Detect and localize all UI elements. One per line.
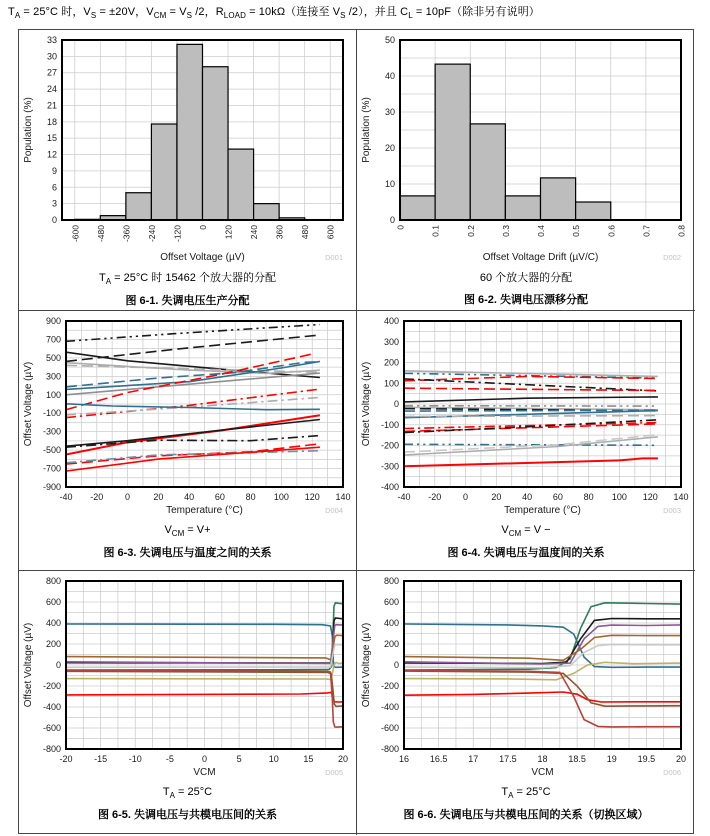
- svg-text:40: 40: [522, 492, 533, 502]
- figure-title: 图 6-5. 失调电压与共模电压间的关系: [97, 809, 278, 822]
- figure-6-3: [19, 311, 357, 571]
- svg-text:-300: -300: [380, 461, 399, 472]
- svg-text:30: 30: [46, 51, 57, 62]
- svg-text:0.2: 0.2: [465, 225, 476, 237]
- svg-text:-800: -800: [42, 744, 61, 754]
- svg-text:3: 3: [51, 198, 57, 209]
- svg-text:Offset Voltage (µV): Offset Voltage (µV): [22, 622, 34, 708]
- svg-text:-20: -20: [428, 492, 442, 502]
- svg-text:-600: -600: [42, 723, 61, 733]
- svg-text:-700: -700: [42, 463, 61, 474]
- svg-text:120: 120: [304, 492, 320, 502]
- svg-text:-40: -40: [58, 492, 73, 502]
- svg-text:15: 15: [46, 133, 57, 144]
- svg-text:0.3: 0.3: [500, 225, 511, 237]
- svg-text:Offset Voltage (µV): Offset Voltage (µV): [361, 622, 372, 708]
- figure-caption: $T_A = 25^\circ C$: [162, 786, 213, 801]
- svg-text:-400: -400: [42, 702, 61, 712]
- svg-text:0: 0: [389, 215, 395, 225]
- figure-6-6: [357, 571, 695, 835]
- svg-text:16: 16: [398, 754, 410, 764]
- svg-text:6: 6: [51, 182, 57, 193]
- svg-text:Offset Voltage (µV): Offset Voltage (µV): [361, 361, 372, 447]
- svg-text:Offset Voltage (µV): Offset Voltage (µV): [159, 252, 245, 263]
- svg-text:-400: -400: [380, 482, 399, 492]
- svg-text:100: 100: [45, 389, 61, 400]
- svg-text:120: 120: [223, 225, 234, 240]
- svg-text:-40: -40: [397, 492, 411, 502]
- figure-title: 图 6-4. 失调电压与温度间的关系: [447, 547, 605, 560]
- svg-text:200: 200: [383, 639, 399, 649]
- svg-text:500: 500: [45, 352, 61, 363]
- svg-text:Population (%): Population (%): [361, 97, 372, 163]
- svg-text:-360: -360: [120, 225, 131, 243]
- svg-text:-100: -100: [380, 419, 399, 430]
- svg-text:360: 360: [274, 225, 285, 240]
- chart-offset-vs-vcm: [20, 573, 356, 783]
- svg-text:80: 80: [583, 492, 594, 502]
- chart-offset-vs-temperature-vminus: [358, 313, 694, 521]
- chart-offset-voltage-histogram: [20, 32, 356, 266]
- figure-title: 图 6-2. 失调电压漂移分配: [463, 294, 589, 306]
- svg-text:0: 0: [393, 660, 399, 670]
- svg-text:60: 60: [214, 492, 225, 502]
- svg-text:0.7: 0.7: [641, 225, 652, 237]
- figure-6-2: [357, 30, 695, 311]
- svg-text:0.6: 0.6: [606, 225, 617, 237]
- svg-text:120: 120: [642, 492, 658, 502]
- chart-drift-histogram: [358, 32, 694, 266]
- svg-text:-5: -5: [165, 754, 174, 764]
- svg-text:600: 600: [45, 597, 61, 607]
- figure-6-1: [19, 30, 357, 311]
- svg-text:0: 0: [393, 399, 399, 409]
- svg-text:D005: D005: [324, 768, 343, 777]
- svg-text:480: 480: [299, 225, 310, 240]
- svg-text:-200: -200: [42, 681, 61, 691]
- svg-text:19: 19: [606, 754, 617, 764]
- svg-text:-500: -500: [42, 445, 61, 456]
- svg-text:0: 0: [395, 225, 406, 230]
- svg-text:VCM: VCM: [531, 767, 554, 778]
- svg-text:0.8: 0.8: [676, 225, 687, 237]
- figure-grid: [18, 29, 694, 834]
- svg-text:0.5: 0.5: [571, 225, 582, 237]
- svg-text:0: 0: [201, 754, 207, 764]
- figure-title: 图 6-3. 失调电压与温度之间的关系: [103, 547, 272, 560]
- svg-text:0: 0: [463, 492, 469, 502]
- figure-caption: $T_A = 25^\circ C$: [501, 786, 551, 801]
- svg-text:10: 10: [384, 179, 395, 189]
- svg-text:0.4: 0.4: [536, 225, 546, 237]
- svg-text:-300: -300: [42, 426, 61, 437]
- svg-text:10: 10: [268, 754, 279, 764]
- svg-text:800: 800: [45, 576, 61, 586]
- svg-text:-200: -200: [380, 681, 399, 691]
- svg-text:-120: -120: [171, 225, 182, 243]
- svg-text:-100: -100: [42, 408, 61, 419]
- svg-text:-600: -600: [380, 723, 399, 733]
- svg-text:700: 700: [45, 334, 61, 345]
- svg-text:-240: -240: [146, 225, 157, 243]
- svg-text:0: 0: [197, 225, 208, 230]
- svg-text:20: 20: [337, 754, 348, 764]
- svg-text:60: 60: [552, 492, 563, 502]
- svg-text:15: 15: [302, 754, 313, 764]
- svg-text:16.5: 16.5: [429, 754, 448, 764]
- svg-text:18: 18: [46, 116, 57, 127]
- svg-text:Offset Voltage Drift (µV/C): Offset Voltage Drift (µV/C): [482, 252, 599, 263]
- svg-text:17.5: 17.5: [499, 754, 517, 764]
- svg-text:80: 80: [245, 492, 256, 502]
- svg-text:240: 240: [248, 225, 259, 240]
- svg-text:Temperature (°C): Temperature (°C): [165, 505, 243, 516]
- svg-text:D002: D002: [663, 253, 681, 262]
- svg-text:9: 9: [51, 165, 57, 176]
- chart-offset-vs-vcm-switching: [358, 573, 694, 783]
- svg-text:400: 400: [383, 618, 399, 628]
- svg-text:40: 40: [183, 492, 194, 502]
- svg-text:140: 140: [673, 492, 689, 502]
- svg-text:20: 20: [152, 492, 163, 502]
- svg-text:-200: -200: [380, 440, 399, 451]
- figure-caption: $V_{CM} = V+$: [164, 524, 211, 539]
- svg-text:-400: -400: [380, 702, 399, 712]
- svg-text:33: 33: [46, 35, 57, 45]
- svg-text:0: 0: [124, 492, 130, 502]
- svg-text:-480: -480: [95, 225, 106, 243]
- svg-text:VCM: VCM: [192, 767, 216, 778]
- svg-text:18.5: 18.5: [568, 754, 586, 764]
- svg-text:100: 100: [383, 378, 399, 389]
- figure-6-5: [19, 571, 357, 835]
- svg-text:30: 30: [384, 107, 395, 117]
- svg-text:-20: -20: [58, 754, 73, 764]
- svg-text:5: 5: [236, 754, 242, 764]
- svg-text:20: 20: [384, 143, 395, 153]
- figure-caption: 60 个放大器的分配: [479, 272, 573, 284]
- svg-text:900: 900: [45, 316, 61, 326]
- figure-6-4: [357, 311, 695, 571]
- chart-offset-vs-temperature-vplus: [20, 313, 356, 521]
- svg-text:18: 18: [537, 754, 548, 764]
- svg-text:19.5: 19.5: [637, 754, 656, 764]
- svg-text:-800: -800: [380, 744, 399, 754]
- svg-text:800: 800: [383, 576, 399, 586]
- svg-text:21: 21: [46, 100, 57, 111]
- svg-text:400: 400: [383, 316, 399, 326]
- svg-text:-600: -600: [69, 225, 80, 243]
- svg-text:400: 400: [45, 618, 61, 628]
- svg-text:Offset Voltage (µV): Offset Voltage (µV): [22, 361, 34, 447]
- svg-text:D001: D001: [324, 253, 343, 262]
- svg-text:100: 100: [611, 492, 627, 502]
- figure-caption: $V_{CM} = V$ −: [501, 524, 551, 539]
- svg-text:D003: D003: [663, 506, 681, 515]
- svg-text:17: 17: [468, 754, 479, 764]
- svg-text:50: 50: [384, 35, 395, 45]
- svg-text:Population (%): Population (%): [22, 97, 34, 163]
- svg-text:12: 12: [46, 149, 57, 160]
- svg-text:20: 20: [675, 754, 687, 764]
- svg-text:600: 600: [325, 225, 336, 240]
- svg-text:-900: -900: [42, 482, 61, 492]
- svg-text:600: 600: [383, 597, 399, 607]
- svg-text:40: 40: [384, 71, 395, 81]
- svg-text:0: 0: [51, 215, 57, 225]
- svg-text:0.1: 0.1: [430, 225, 441, 237]
- svg-text:200: 200: [45, 639, 61, 649]
- svg-text:300: 300: [45, 371, 61, 382]
- svg-text:-20: -20: [89, 492, 103, 502]
- figure-title: 图 6-6. 失调电压与共模电压间的关系（切换区域）: [403, 809, 649, 822]
- svg-text:0: 0: [55, 660, 61, 670]
- svg-text:D004: D004: [324, 506, 343, 515]
- svg-text:20: 20: [491, 492, 502, 502]
- svg-text:27: 27: [46, 67, 57, 78]
- svg-text:140: 140: [334, 492, 351, 502]
- svg-text:200: 200: [383, 357, 399, 368]
- svg-text:-15: -15: [93, 754, 107, 764]
- svg-text:D006: D006: [663, 768, 681, 777]
- svg-text:24: 24: [46, 84, 57, 95]
- figure-title: 图 6-1. 失调电压生产分配: [125, 295, 250, 308]
- svg-text:Temperature (°C): Temperature (°C): [504, 505, 581, 516]
- test-conditions-line: $T_A = 25^\circ C$ 时，$V_S = \pm 20V$，$V_{CM} = V_S$ /2，$R_{LOAD} = 10k\Omega$（连接至 $V_S$ /2），并且 $C_L = 10pF$（除非另有说明）: [8, 6, 540, 21]
- svg-text:-10: -10: [128, 754, 142, 764]
- svg-text:100: 100: [273, 492, 289, 502]
- figure-caption: $T_A = 25^\circ C$ 时 15462 个放大器的分配: [99, 272, 276, 287]
- svg-text:300: 300: [383, 336, 399, 347]
